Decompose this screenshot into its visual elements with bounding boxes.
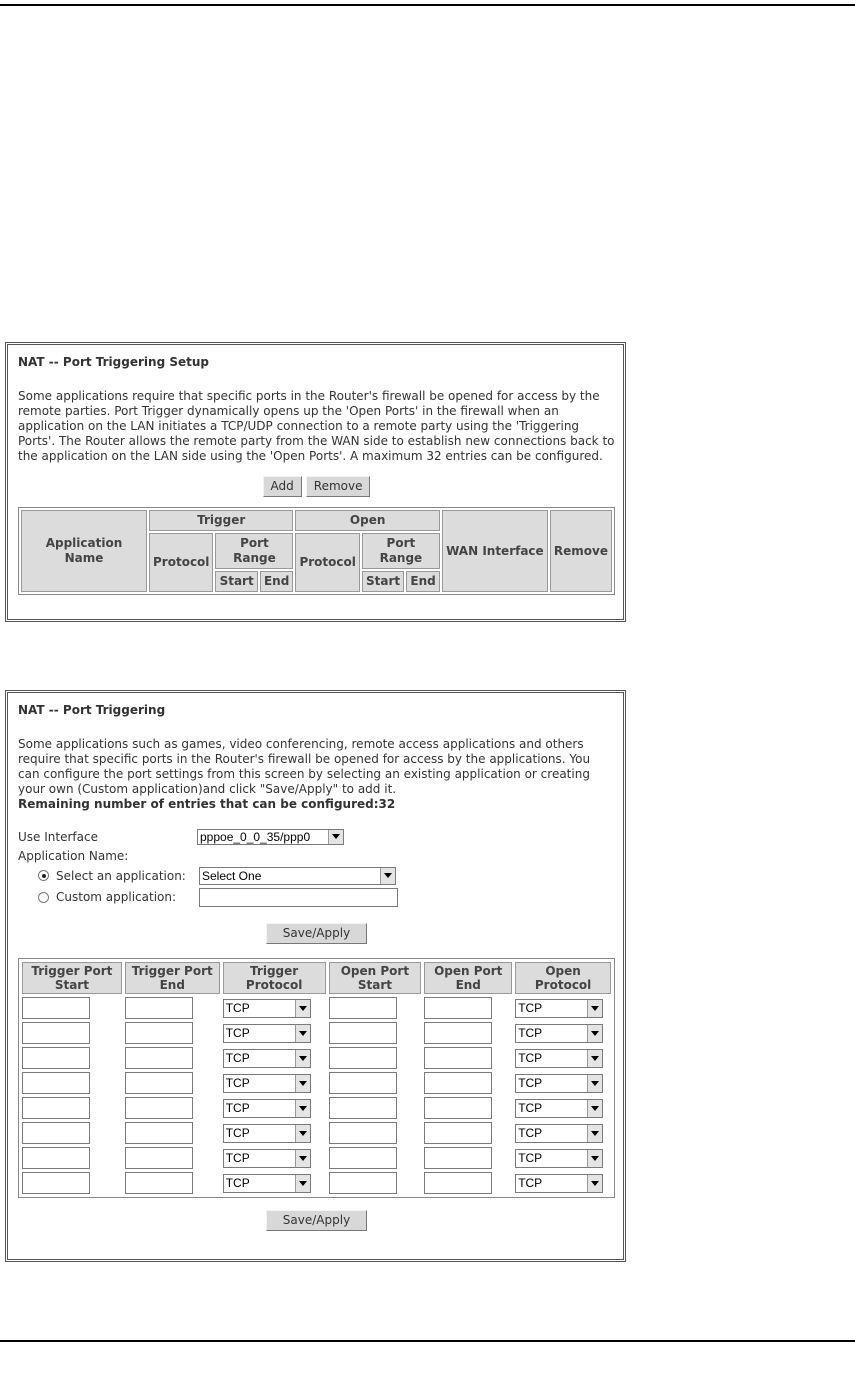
table-row: [22, 1122, 611, 1144]
open-end-input[interactable]: [424, 1047, 492, 1069]
trigger-protocol-select[interactable]: [223, 1024, 311, 1043]
trigger-title: NAT -- Port Triggering: [18, 703, 166, 717]
protocol-value: TCP: [225, 1025, 250, 1040]
open-start-input[interactable]: [329, 1072, 397, 1094]
open-start-input[interactable]: [329, 997, 397, 1019]
trigger-start-input[interactable]: [22, 1047, 90, 1069]
chevron-down-icon: [295, 1100, 310, 1117]
table-row: [22, 1097, 611, 1119]
col-open-start: Start: [362, 571, 404, 592]
trigger-protocol-select[interactable]: [223, 1074, 311, 1093]
port-triggering-panel: [5, 690, 626, 1262]
trigger-start-input[interactable]: [22, 1122, 90, 1144]
col-open-protocol: Protocol: [295, 533, 359, 592]
custom-application-radio[interactable]: [38, 892, 49, 903]
trigger-description: Some applications such as games, video conferencing, remote access applications and others require that specific ports in the Router's firewall be opened for access by the applications. You can configure the port settings from this screen by selecting an existing application or creating your own (Custom application)and click "Save/Apply" to add it.: [18, 737, 591, 796]
trigger-end-input[interactable]: [125, 1172, 193, 1194]
setup-button-row: [18, 476, 615, 497]
open-end-input[interactable]: [424, 997, 492, 1019]
table-row: [22, 1072, 611, 1094]
port-col-header: Trigger Protocol: [223, 962, 326, 994]
chevron-down-icon: [587, 1075, 602, 1092]
protocol-value: TCP: [518, 1100, 543, 1115]
open-protocol-select[interactable]: [515, 1149, 603, 1168]
application-form: [18, 827, 615, 908]
trigger-end-input[interactable]: [125, 1097, 193, 1119]
custom-application-input[interactable]: [199, 888, 398, 907]
col-trigger-end: End: [260, 571, 294, 592]
chevron-down-icon: [587, 1175, 602, 1192]
save-button-row-bottom: [18, 1210, 615, 1231]
port-col-header: Open Protocol: [515, 962, 611, 994]
col-open-port-range: Port Range: [362, 533, 440, 569]
open-end-input[interactable]: [424, 1097, 492, 1119]
protocol-value: TCP: [225, 1125, 250, 1140]
col-wan-interface: WAN Interface: [442, 510, 548, 592]
chevron-down-icon: [295, 1000, 310, 1017]
save-apply-button-top[interactable]: Save/Apply: [266, 923, 367, 944]
save-button-row-top: [18, 923, 615, 944]
open-protocol-select[interactable]: [515, 1099, 603, 1118]
application-name-label: Application Name:: [18, 848, 129, 863]
protocol-value: TCP: [225, 1075, 250, 1090]
chevron-down-icon: [295, 1025, 310, 1042]
trigger-protocol-select[interactable]: [223, 1174, 311, 1193]
open-start-input[interactable]: [329, 1022, 397, 1044]
open-start-input[interactable]: [329, 1122, 397, 1144]
triggering-rules-table: [18, 507, 615, 595]
open-protocol-select[interactable]: [515, 1074, 603, 1093]
protocol-value: TCP: [518, 1125, 543, 1140]
open-end-input[interactable]: [424, 1122, 492, 1144]
trigger-end-input[interactable]: [125, 1072, 193, 1094]
use-interface-label: Use Interface: [18, 829, 98, 844]
col-open: Open: [295, 510, 439, 531]
chevron-down-icon: [587, 1125, 602, 1142]
trigger-end-input[interactable]: [125, 1147, 193, 1169]
chevron-down-icon: [587, 1025, 602, 1042]
open-protocol-select[interactable]: [515, 1124, 603, 1143]
chevron-down-icon: [587, 1000, 602, 1017]
save-apply-button-bottom[interactable]: Save/Apply: [266, 1210, 367, 1231]
protocol-value: TCP: [518, 1075, 543, 1090]
protocol-value: TCP: [518, 1000, 543, 1015]
open-protocol-select[interactable]: [515, 1049, 603, 1068]
port-col-header: Trigger Port End: [125, 962, 220, 994]
radio-selected-icon: [42, 874, 46, 878]
chevron-down-icon: [328, 830, 343, 844]
open-start-input[interactable]: [329, 1147, 397, 1169]
trigger-protocol-select[interactable]: [223, 1149, 311, 1168]
chevron-down-icon: [587, 1100, 602, 1117]
trigger-start-input[interactable]: [22, 1147, 90, 1169]
open-protocol-select[interactable]: [515, 999, 603, 1018]
col-remove: Remove: [550, 510, 612, 592]
table-row: [22, 1022, 611, 1044]
setup-description: Some applications require that specific ports in the Router's firewall be opened for access by the remote parties. Port Trigger dynamically opens up the 'Open Ports' in the firewall when an application on the LAN initiates a TCP/UDP connection to a remote party using the 'Triggering Ports'. The Router allows the remote party from the WAN side to establish new connections back to the application on the LAN side using the 'Open Ports'. A maximum 32 entries can be configured.: [18, 389, 615, 463]
protocol-value: TCP: [518, 1175, 543, 1190]
col-application-name: Application Name: [21, 510, 147, 592]
protocol-value: TCP: [225, 1175, 250, 1190]
protocol-value: TCP: [518, 1050, 543, 1065]
chevron-down-icon: [380, 868, 395, 884]
table-row: [22, 1147, 611, 1169]
chevron-down-icon: [295, 1150, 310, 1167]
protocol-value: TCP: [225, 1150, 250, 1165]
add-button[interactable]: Add: [263, 476, 302, 497]
open-protocol-select[interactable]: [515, 1024, 603, 1043]
col-trigger-start: Start: [215, 571, 257, 592]
custom-application-label: Custom application:: [56, 890, 177, 904]
trigger-end-input[interactable]: [125, 1122, 193, 1144]
chevron-down-icon: [295, 1050, 310, 1067]
chevron-down-icon: [295, 1175, 310, 1192]
remove-button[interactable]: Remove: [306, 476, 371, 497]
trigger-start-input[interactable]: [22, 1022, 90, 1044]
trigger-protocol-select[interactable]: [223, 1049, 311, 1068]
col-trigger: Trigger: [149, 510, 293, 531]
use-interface-value: pppoe_0_0_35/ppp0: [200, 829, 311, 844]
select-application-select[interactable]: [199, 867, 396, 885]
chevron-down-icon: [587, 1050, 602, 1067]
use-interface-select[interactable]: [197, 829, 344, 845]
col-open-end: End: [406, 571, 440, 592]
protocol-value: TCP: [225, 1000, 250, 1015]
open-end-input[interactable]: [424, 1147, 492, 1169]
trigger-protocol-select[interactable]: [223, 1124, 311, 1143]
chevron-down-icon: [295, 1075, 310, 1092]
open-protocol-select[interactable]: [515, 1174, 603, 1193]
open-start-input[interactable]: [329, 1172, 397, 1194]
trigger-end-input[interactable]: [125, 1047, 193, 1069]
port-entries-table: [18, 958, 615, 1198]
col-trigger-port-range: Port Range: [215, 533, 293, 569]
col-trigger-protocol: Protocol: [149, 533, 213, 592]
remaining-entries: Remaining number of entries that can be configured:32: [18, 797, 396, 811]
protocol-value: TCP: [225, 1100, 250, 1115]
trigger-protocol-select[interactable]: [223, 1099, 311, 1118]
setup-title: NAT -- Port Triggering Setup: [18, 355, 209, 369]
select-application-radio[interactable]: [38, 870, 49, 881]
port-col-header: Open Port Start: [329, 962, 422, 994]
trigger-start-input[interactable]: [22, 997, 90, 1019]
bottom-rule: [0, 1340, 855, 1342]
open-end-input[interactable]: [424, 1022, 492, 1044]
open-start-input[interactable]: [329, 1047, 397, 1069]
open-end-input[interactable]: [424, 1072, 492, 1094]
protocol-value: TCP: [225, 1050, 250, 1065]
trigger-end-input[interactable]: [125, 997, 193, 1019]
trigger-start-input[interactable]: [22, 1072, 90, 1094]
trigger-protocol-select[interactable]: [223, 999, 311, 1018]
chevron-down-icon: [587, 1150, 602, 1167]
top-rule: [0, 4, 855, 6]
port-col-header: Trigger Port Start: [22, 962, 122, 994]
open-end-input[interactable]: [424, 1172, 492, 1194]
trigger-end-input[interactable]: [125, 1022, 193, 1044]
chevron-down-icon: [295, 1125, 310, 1142]
protocol-value: TCP: [518, 1025, 543, 1040]
select-application-label: Select an application:: [56, 868, 186, 883]
select-application-value: Select One: [202, 868, 262, 883]
protocol-value: TCP: [518, 1150, 543, 1165]
table-row: [22, 997, 611, 1019]
trigger-start-input[interactable]: [22, 1097, 90, 1119]
table-row: [22, 1172, 611, 1194]
port-col-header: Open Port End: [424, 962, 512, 994]
table-row: [22, 1047, 611, 1069]
trigger-start-input[interactable]: [22, 1172, 90, 1194]
port-triggering-setup-panel: [5, 342, 626, 622]
open-start-input[interactable]: [329, 1097, 397, 1119]
